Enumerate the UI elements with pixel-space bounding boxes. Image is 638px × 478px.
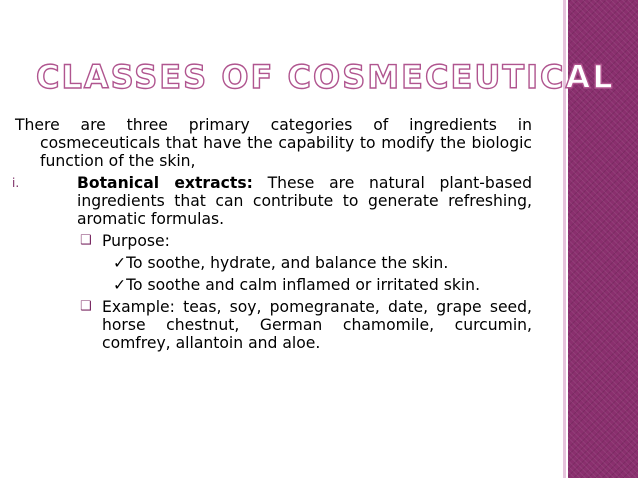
slide-body bbox=[12, 116, 532, 352]
purpose-point bbox=[12, 276, 532, 294]
item-heading: Botanical extracts: bbox=[77, 174, 253, 192]
purpose-point-text: To soothe, hydrate, and balance the skin. bbox=[126, 254, 449, 272]
square-bullet-icon: ❑ bbox=[80, 233, 92, 248]
purpose-label: Purpose: bbox=[102, 232, 170, 250]
roman-numeral-marker: i. bbox=[12, 176, 20, 190]
intro-paragraph: There are three primary categories of ingredients in cosmeceuticals that have the capability to modify the biologic function of the skin, bbox=[15, 116, 532, 170]
purpose-point-text: To soothe and calm inflamed or irritated skin. bbox=[126, 276, 481, 294]
purpose-point bbox=[12, 254, 532, 272]
square-bullet-icon: ❑ bbox=[80, 299, 92, 314]
checkmark-icon: ✓ bbox=[113, 276, 127, 294]
example-bullet bbox=[12, 298, 532, 352]
example-text: Example: teas, soy, pomegranate, date, grape seed, horse chestnut, German chamomile, curcumin, comfrey, allantoin and aloe. bbox=[102, 298, 532, 352]
item-text: These are natural plant-based ingredients that can contribute to generate refreshing, aromatic formulas. bbox=[77, 174, 532, 228]
purpose-bullet bbox=[12, 232, 532, 250]
checkmark-icon: ✓ bbox=[113, 254, 127, 272]
list-item-botanical bbox=[12, 174, 532, 228]
slide-title: CLASSES OF COSMECEUTICAL bbox=[36, 58, 615, 96]
